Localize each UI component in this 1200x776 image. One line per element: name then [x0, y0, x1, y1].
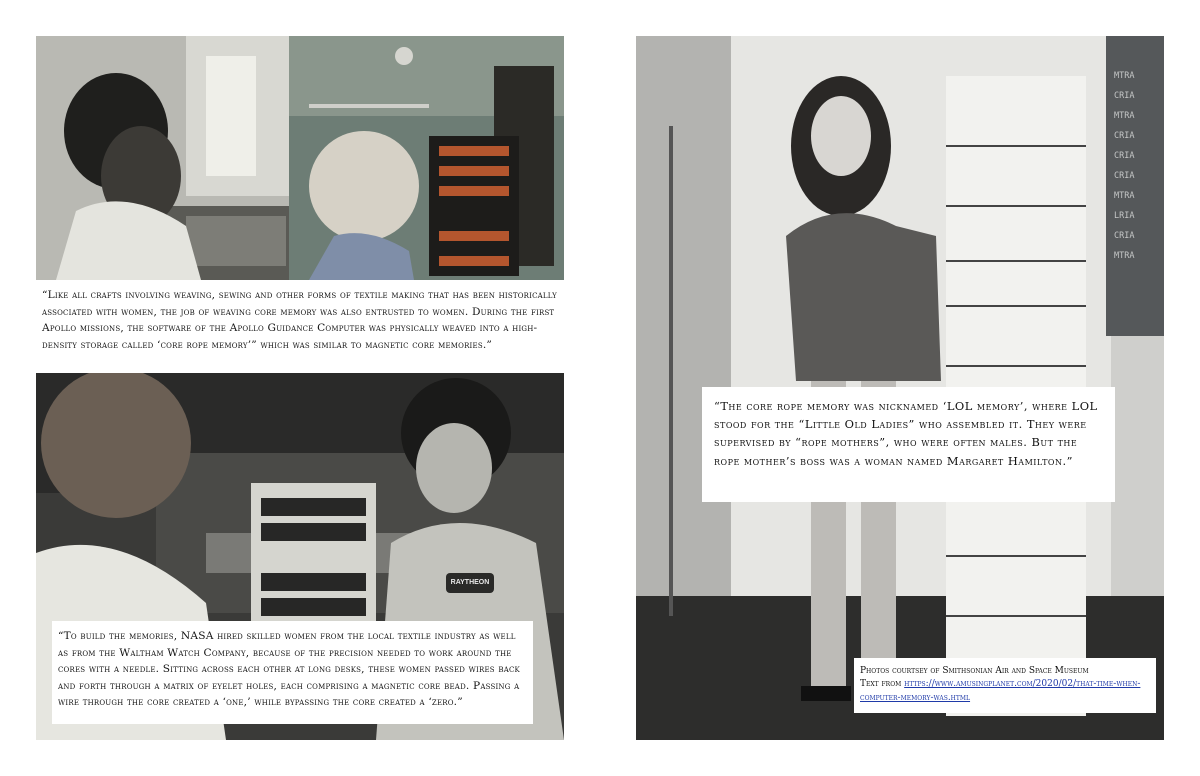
- chalkboard-text: MTRA CRIA MTRA CRIA CRIA CRIA MTRA LRIA CRIA MTRA: [1114, 71, 1135, 261]
- photo-woman-at-loom: [36, 36, 289, 280]
- raytheon-badge-text: RAYTHEON: [450, 579, 490, 586]
- credit-text-source: [860, 678, 1150, 705]
- caption-lol-memory: “The core rope memory was nicknamed ‘LOL memory’, where LOL stood for the “Little Old Ladies” who assembled it. They were supervised by “rope mothers”, who were often males. But the rope mother’s boss was a woman named Margaret Hamilton.”: [702, 387, 1115, 502]
- right-page: [636, 36, 1164, 740]
- photo-woman-weaving-core-rope: [289, 36, 564, 280]
- caption-building-memories: “To build the memories, NASA hired skilled women from the local textile industry as well as from the Waltham Watch Company, because of the precision needed to work around the cores with a needle. Sitting across each other at long desks, these women passed wires back and forth through a matrix of eyelet holes, each comprising a magnetic core bead. Passing a wire through the core created a ‘one,’ while bypassing the core created a ‘zero.”: [52, 621, 533, 724]
- photo-credit-box: [854, 658, 1156, 713]
- credit-photos: Photos courtsey of Smithsonian Air and Space Museum: [860, 666, 1089, 676]
- left-page: [36, 36, 564, 740]
- caption-weaving-history: “Like all crafts involving weaving, sewing and other forms of textile making that has been historically associated with women, the job of weaving core memory was also entrusted to women. During the first Apollo missions, the software of the Apollo Guidance Computer was physically weaved into a high-density storage called ‘core rope memory’” which was similar to magnetic core memories.”: [36, 280, 564, 373]
- credit-text-prefix: Text from: [860, 679, 902, 690]
- source-link[interactable]: https://www.amusingplanet.com/2020/02/that-time-when-computer-memory-was.html: [860, 679, 1141, 703]
